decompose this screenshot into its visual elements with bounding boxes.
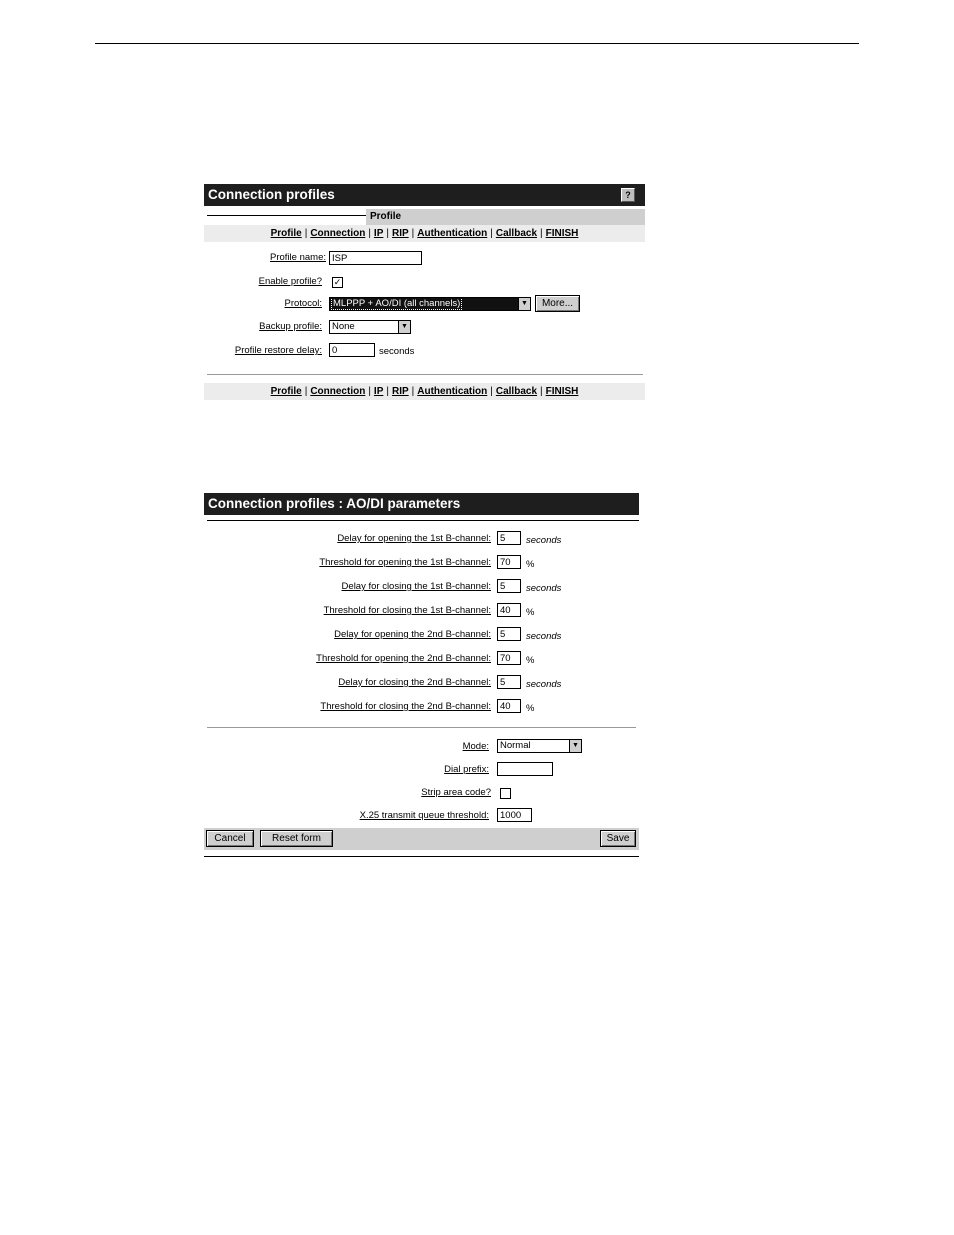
reset-form-button[interactable]: Reset form: [260, 830, 333, 847]
profile-name-label: Profile name:: [270, 252, 326, 263]
nav-link-finish[interactable]: FINISH: [545, 228, 579, 239]
mode-value: Normal: [500, 740, 531, 751]
enable-profile-label: Enable profile?: [258, 276, 322, 287]
aodi-parameters-panel: [204, 493, 639, 859]
aodi-param-label: Threshold for closing the 1st B-channel:: [323, 605, 491, 616]
protocol-select[interactable]: [329, 297, 531, 311]
divider: [207, 520, 639, 521]
mode-label: Mode:: [462, 741, 489, 752]
aodi-param-input[interactable]: [497, 675, 521, 689]
aodi-param-label: Threshold for opening the 2nd B-channel:: [316, 653, 491, 664]
nav-link-rip[interactable]: RIP: [391, 228, 409, 239]
aodi-param-input[interactable]: [497, 579, 521, 593]
divider: [207, 727, 636, 728]
enable-profile-checkbox[interactable]: ✓: [333, 277, 342, 287]
aodi-param-unit: %: [526, 607, 535, 618]
nav-link-finish[interactable]: FINISH: [545, 386, 579, 397]
chevron-down-icon: ▼: [569, 740, 581, 752]
panel-title-bar: [204, 493, 639, 515]
nav-link-profile[interactable]: Profile: [270, 386, 302, 397]
divider: [204, 856, 639, 857]
panel-title: Connection profiles: [208, 187, 335, 202]
nav-link-ip[interactable]: IP: [373, 228, 384, 239]
list-item: [204, 675, 639, 691]
more-button[interactable]: More...: [535, 295, 580, 312]
strip-area-code-label: Strip area code?: [421, 787, 491, 798]
strip-area-code-checkbox[interactable]: [500, 788, 511, 799]
restore-delay-unit: seconds: [379, 346, 415, 357]
profile-name-input[interactable]: [329, 251, 422, 265]
list-item: [204, 579, 639, 595]
aodi-param-unit: %: [526, 559, 535, 570]
aodi-param-label: Threshold for closing the 2nd B-channel:: [320, 701, 491, 712]
dial-prefix-label: Dial prefix:: [444, 764, 489, 775]
aodi-param-unit: seconds: [526, 583, 562, 594]
list-item: [204, 531, 639, 547]
list-item: [204, 699, 639, 715]
list-item: [204, 555, 639, 571]
tab-divider: [207, 215, 366, 216]
aodi-param-unit: %: [526, 703, 535, 714]
help-icon[interactable]: ?: [621, 188, 635, 202]
panel-title-bar: [204, 184, 645, 206]
restore-delay-input[interactable]: [329, 343, 375, 357]
tab-row: [204, 206, 645, 225]
aodi-param-unit: %: [526, 655, 535, 666]
nav-link-ip[interactable]: IP: [373, 386, 384, 397]
nav-link-callback[interactable]: Callback: [495, 228, 538, 239]
nav-link-rip[interactable]: RIP: [391, 386, 409, 397]
nav-link-authentication[interactable]: Authentication: [417, 228, 488, 239]
list-item: [204, 627, 639, 643]
aodi-param-input[interactable]: [497, 603, 521, 617]
nav-link-connection[interactable]: Connection: [310, 228, 366, 239]
page-header-rule: [95, 43, 859, 44]
aodi-param-unit: seconds: [526, 679, 562, 690]
save-button[interactable]: Save: [600, 830, 636, 847]
protocol-label: Protocol:: [284, 298, 322, 309]
tab-profile[interactable]: Profile: [366, 209, 645, 225]
aodi-param-unit: seconds: [526, 535, 562, 546]
list-item: [204, 651, 639, 667]
aodi-param-input[interactable]: [497, 651, 521, 665]
nav-link-authentication[interactable]: Authentication: [417, 386, 488, 397]
nav-bar-bottom: Profile | Connection | IP | RIP | Authentication | Callback | FINISH: [204, 383, 645, 400]
backup-profile-value: None: [332, 321, 355, 332]
aodi-param-input[interactable]: [497, 699, 521, 713]
x25-threshold-label: X.25 transmit queue threshold:: [359, 810, 489, 821]
aodi-param-input[interactable]: [497, 627, 521, 641]
mode-select[interactable]: [497, 739, 582, 753]
aodi-param-input[interactable]: [497, 555, 521, 569]
aodi-param-label: Delay for closing the 2nd B-channel:: [338, 677, 491, 688]
button-bar: [204, 828, 639, 850]
protocol-value: MLPPP + AO/DI (all channels): [333, 298, 461, 309]
aodi-param-label: Threshold for opening the 1st B-channel:: [319, 557, 491, 568]
nav-bar-top: Profile | Connection | IP | RIP | Authentication | Callback | FINISH: [204, 225, 645, 242]
dial-prefix-input[interactable]: [497, 762, 553, 776]
nav-link-connection[interactable]: Connection: [310, 386, 366, 397]
list-item: [204, 603, 639, 619]
nav-link-profile[interactable]: Profile: [270, 228, 302, 239]
connection-profiles-panel: [204, 184, 645, 402]
restore-delay-label: Profile restore delay:: [234, 345, 322, 356]
panel-title: Connection profiles : AO/DI parameters: [208, 496, 461, 511]
aodi-param-unit: seconds: [526, 631, 562, 642]
backup-profile-label: Backup profile:: [259, 321, 322, 332]
backup-profile-select[interactable]: [329, 320, 411, 334]
aodi-param-label: Delay for opening the 1st B-channel:: [337, 533, 491, 544]
chevron-down-icon: ▼: [518, 298, 530, 310]
aodi-param-label: Delay for closing the 1st B-channel:: [341, 581, 491, 592]
chevron-down-icon: ▼: [398, 321, 410, 333]
aodi-param-label: Delay for opening the 2nd B-channel:: [334, 629, 491, 640]
divider: [207, 374, 643, 375]
cancel-button[interactable]: Cancel: [206, 830, 254, 847]
nav-link-callback[interactable]: Callback: [495, 386, 538, 397]
x25-threshold-input[interactable]: [497, 808, 532, 822]
aodi-param-input[interactable]: [497, 531, 521, 545]
